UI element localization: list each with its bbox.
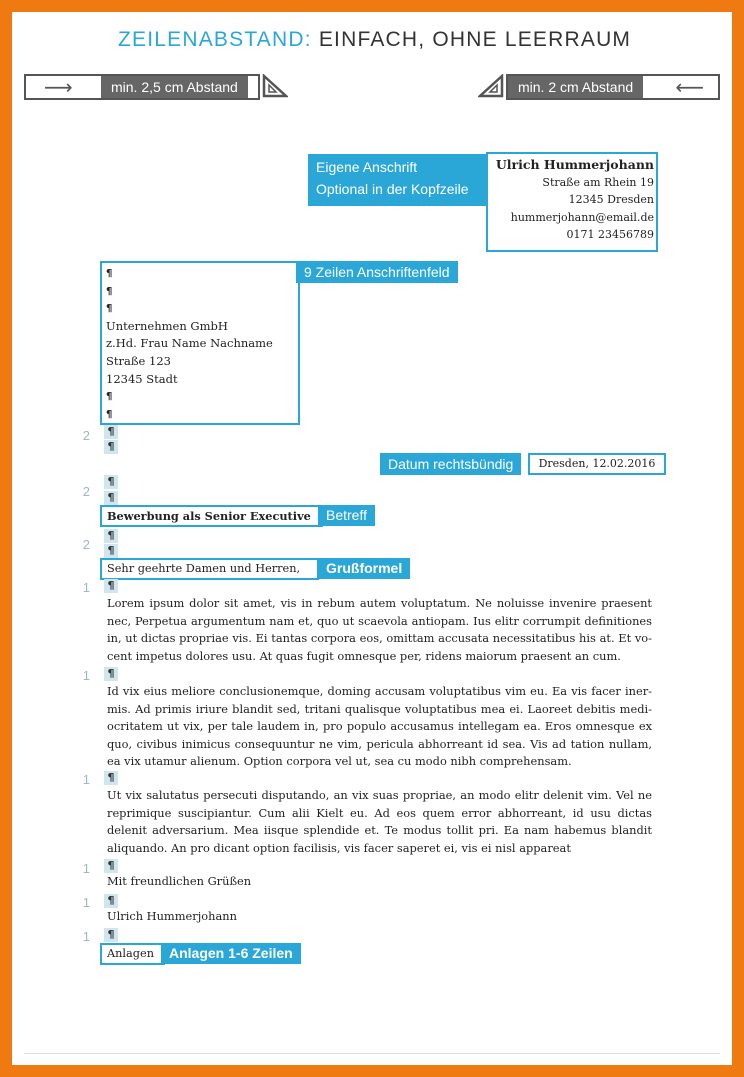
title-part-2: EINFACH, OHNE LEERRAUM [318,28,632,51]
recipient-street: Straße 123 [106,353,171,368]
paragraph-mark: ¶ [104,475,118,489]
paragraph-mark: ¶ [104,667,118,681]
arrow-right-icon: ⟶ [44,75,73,99]
line-count: 2 [82,484,90,499]
ruler-triangle-icon [478,74,504,98]
line-count: 1 [82,668,90,683]
sender-tag-line-2: Optional in der Kopfzeile [316,181,469,197]
sender-name: Ulrich Hummerjohann [495,157,654,172]
arrow-left-icon: ⟵ [675,75,704,99]
sender-street: Straße am Rhein 19 [542,175,654,189]
line-count: 1 [82,580,90,595]
recipient-city: 12345 Stadt [106,371,178,386]
paragraph-mark: ¶ [104,928,118,942]
left-margin-indicator [24,74,260,100]
line-count: 1 [82,929,90,944]
body-paragraph-2: Id vix eius meliore conclusionemque, doming accusam voluptatibus vim eu. Ea vis facer iner-mis. Ad primis iriure blandit sed, tritani qualisque voluptatibus mea ei. Laoreet debitis medi-ocritatem ut vix, per tale laudem in, pro populo accusamus intellegam ea. Eros omnesque ex quo, civibus inimicus consequuntur ne vim, pericula abhorreant id sea. Vis ad tation nullam, ea vix utamur alienum. Option corpora vel ut, sea cu modo nibh comprehensam. [107,684,652,768]
paragraph-mark: ¶ [106,303,113,315]
greeting-tag: Grußformel [318,558,410,579]
body-paragraph-3: Ut vix salutatus persecuti disputando, an vix suas propriae, an modo elitr delenit vim. Vel ne reprimique suscipiantur. Cum alii Kielt eu. Ad eos quem error abhorreant, id usu dictas delenit adversarium. Mea iisque splendide et. Te modus tollit pri. Ea nam habemus blandit aliquando. An pro dicant option facilisis, vis facer saperet ei, vis ei nisl appareat [107,788,652,855]
paragraph-mark: ¶ [104,544,118,558]
paragraph-mark: ¶ [104,894,118,908]
paragraph-mark: ¶ [106,391,113,403]
signature-text: Ulrich Hummerjohann [107,909,237,923]
greeting-text: Sehr geehrte Damen und Herren, [100,558,319,580]
date-value: Dresden, 12.02.2016 [528,453,666,475]
recipient-attn: z.Hd. Frau Name Nachname [106,336,273,351]
sender-phone: 0171 23456789 [566,228,654,241]
date-tag: Datum rechtsbündig [380,453,521,475]
recipient-address-box [100,261,300,425]
recipient-company: Unternehmen GmbH [106,318,228,333]
right-margin-indicator [506,74,720,100]
line-count: 2 [82,428,90,443]
right-margin-label: min. 2 cm Abstand [508,76,643,98]
sender-address-box [486,152,658,252]
subject-tag: Betreff [318,505,375,526]
paragraph-mark: ¶ [104,425,118,439]
address-field-tag: 9 Zeilen Anschriftenfeld [296,261,458,283]
page-title [118,28,631,52]
paragraph-mark: ¶ [104,859,118,873]
sender-email: hummerjohann@email.de [510,210,654,224]
document-page [12,12,732,1065]
line-count: 1 [82,861,90,876]
closing-text: Mit freundlichen Grüßen [107,874,252,888]
sender-city: 12345 Dresden [568,193,654,206]
paragraph-mark: ¶ [104,579,118,593]
line-count: 1 [82,772,90,787]
line-count: 1 [82,895,90,910]
left-margin-label: min. 2,5 cm Abstand [101,76,248,98]
ruler-triangle-icon [262,74,288,98]
paragraph-mark: ¶ [104,529,118,543]
paragraph-mark: ¶ [104,491,118,505]
page-bottom-rule [24,1053,720,1054]
sender-tag-line-1: Eigene Anschrift [316,159,418,175]
sender-tag [308,154,488,206]
subject-text: Bewerbung als Senior Executive [100,505,323,527]
attachments-text: Anlagen [100,943,165,965]
attachments-tag: Anlagen 1-6 Zeilen [161,943,301,964]
paragraph-mark: ¶ [106,285,113,297]
line-count: 2 [82,537,90,552]
paragraph-mark: ¶ [106,268,113,279]
paragraph-mark: ¶ [106,408,113,420]
title-part-1: ZEILENABSTAND: [118,28,312,51]
paragraph-mark: ¶ [104,771,118,785]
body-paragraph-1: Lorem ipsum dolor sit amet, vis in rebum autem voluptatum. Ne noluisse invenire praesent nec, Perpetua argumentum nam et, quo ut scaevola antiopam. Ius elitr corrumpit definitiones in, ut dictas propriae vis. Ei tantas corpora eos, omittam accusata necessitatibus his at. Et vo-cent impetus dolores usu. At quas fugit omnesque per, ridens maiorum praesent an cum. [107,596,652,663]
paragraph-mark: ¶ [104,440,118,454]
